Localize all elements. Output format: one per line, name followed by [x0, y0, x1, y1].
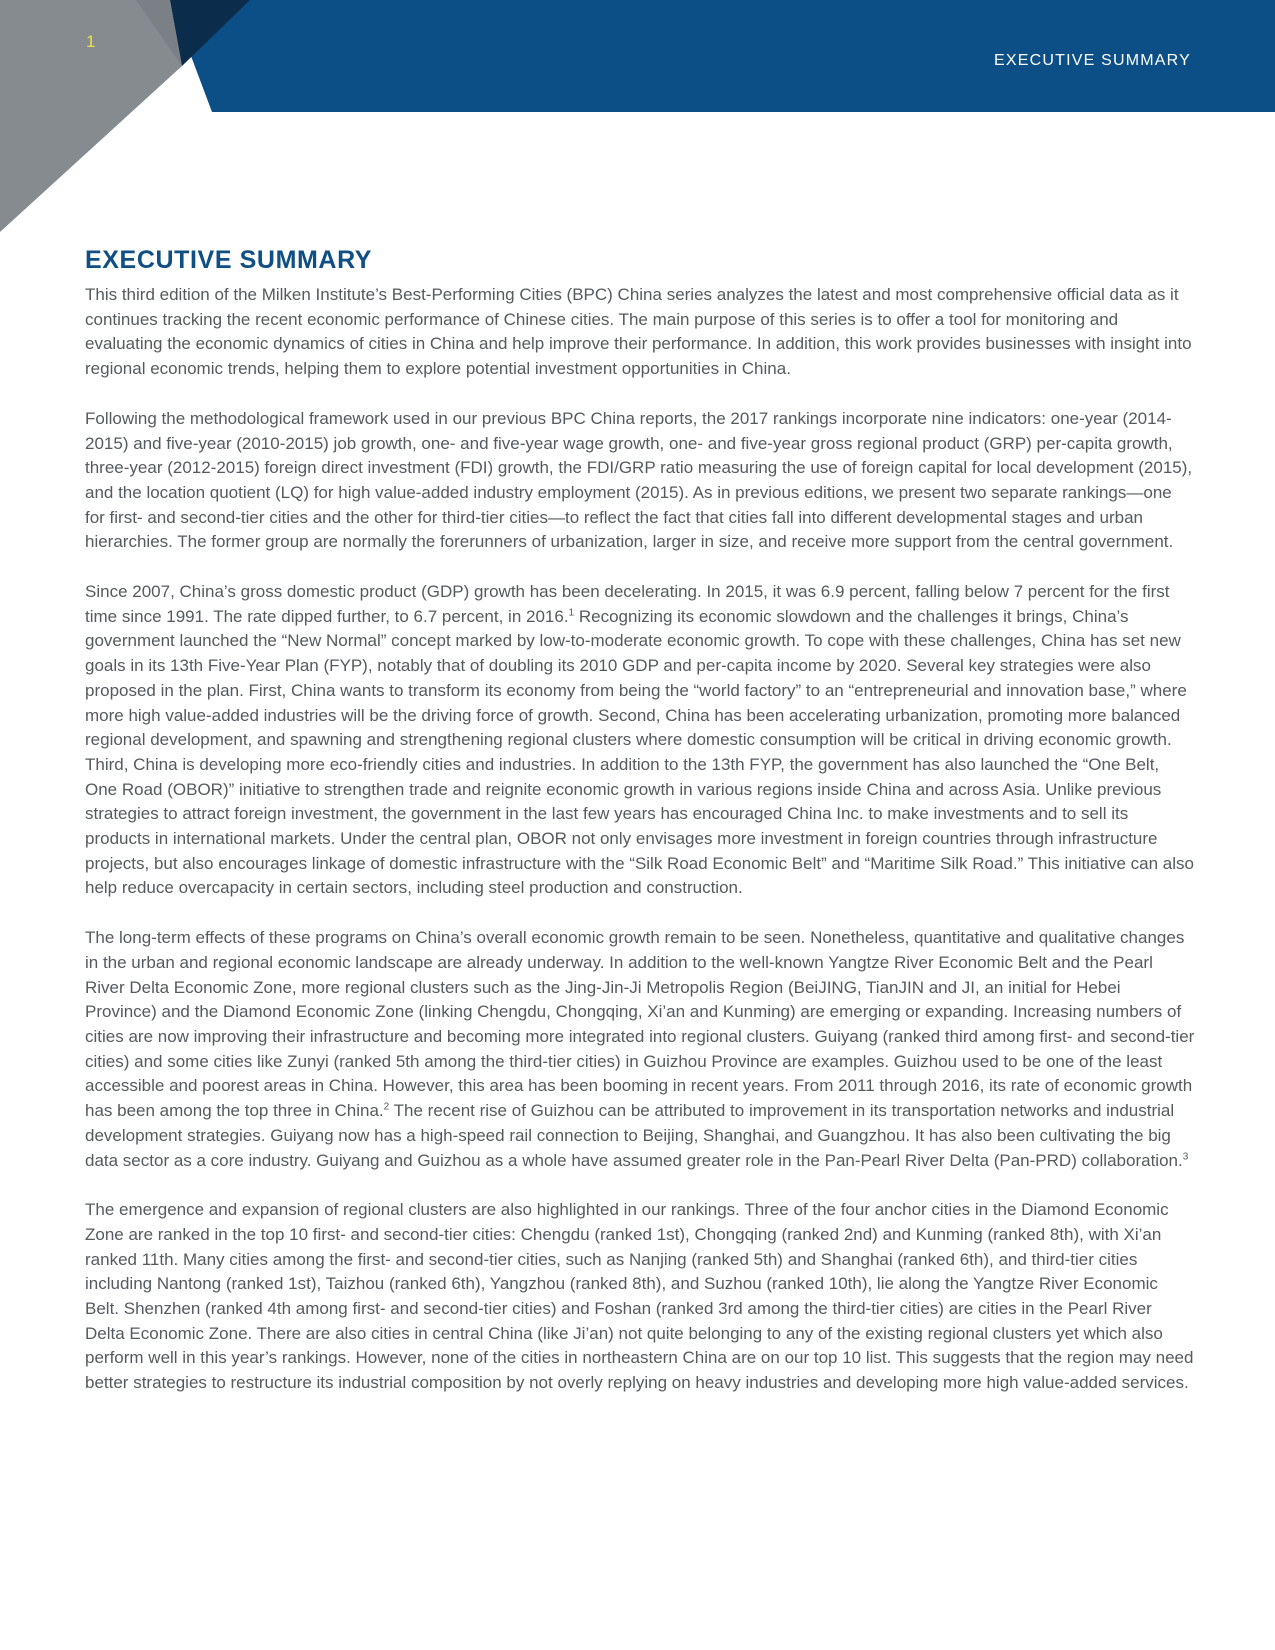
- paragraph-gdp-growth-part2: Recognizing its economic slowdown and the challenges it brings, China’s government launched the “New Normal” concept marked by low-to-moderate economic growth. To cope with these challenges, China has set new goals in its 13th Five-Year Plan (FYP), notably that of doubling its 2010 GDP and per-capita income by 2020. Several key strategies were also proposed in the plan. First, China wants to transform its economy from being the “world factory” to an “entrepreneurial and innovation base,” where more high value-added industries will be the driving force of growth. Second, China has been accelerating urbanization, promoting more balanced regional development, and spawning and strengthening regional clusters where domestic consumption will be critical in driving economic growth. Third, China is developing more eco-friendly cities and industries. In addition to the 13th FYP, the government has also launched the “One Belt, One Road (OBOR)” initiative to strengthen trade and reignite economic growth in various regions inside China and across Asia. Unlike previous strategies to attract foreign investment, the government in the last few years has encouraged China Inc. to make investments and to sell its products in international markets. Under the central plan, OBOR not only envisages more investment in foreign countries through infrastructure projects, but also encourages linkage of domestic infrastructure with the “Silk Road Economic Belt” and “Maritime Silk Road.” This initiative can also help reduce overcapacity in certain sectors, including steel production and construction.: [85, 606, 1194, 898]
- paragraph-regional-effects-part2: The recent rise of Guizhou can be attributed to improvement in its transportation networks and industrial development strategies. Guiyang now has a high-speed rail connection to Beijing, Shanghai, and Guangzhou. It has also been cultivating the big data sector as a core industry. Guiyang and Guizhou as a whole have assumed greater role in the Pan-Pearl River Delta (Pan-PRD) collaboration.: [85, 1101, 1183, 1170]
- main-content: [85, 246, 1195, 1421]
- footnote-ref-3: 3: [1182, 1150, 1189, 1162]
- paragraph-intro: This third edition of the Milken Institute’s Best-Performing Cities (BPC) China series analyzes the latest and most comprehensive official data as it continues tracking the recent economic performance of Chinese cities. The main purpose of this series is to offer a tool for monitoring and evaluating the economic dynamics of cities in China and help improve their performance. In addition, this work provides businesses with insight into regional economic trends, helping them to explore potential investment opportunities in China.: [85, 285, 1192, 379]
- footnote-ref-1: 1: [568, 607, 575, 619]
- paragraph-regional-effects-part1: The long-term effects of these programs on China’s overall economic growth remain to be seen. Nonetheless, quantitative and qualitative changes in the urban and regional economic landscape are already underway. In addition to the well-known Yangtze River Economic Belt and the Pearl River Delta Economic Zone, more regional clusters such as the Jing-Jin-Ji Metropolis Region (BeiJING, TianJIN and JI, an initial for Hebei Province) and the Diamond Economic Zone (linking Chengdu, Chongqing, Xi’an and Kunming) are emerging or expanding. Increasing numbers of cities are now improving their infrastructure and becoming more integrated into regional clusters. Guiyang (ranked third among first- and second-tier cities) and some cities like Zunyi (ranked 5th among the third-tier cities) in Guizhou Province are examples. Guizhou used to be one of the least accessible and poorest areas in China. However, this area has been booming in recent years. From 2011 through 2016, its rate of economic growth has been among the top three in China.: [85, 928, 1195, 1121]
- running-head: EXECUTIVE SUMMARY: [993, 52, 1191, 69]
- header-graphic: [0, 0, 1275, 232]
- section-title: EXECUTIVE SUMMARY: [85, 246, 373, 274]
- paragraph-regional-clusters: The emergence and expansion of regional clusters are also highlighted in our rankings. Three of the four anchor cities in the Diamond Economic Zone are ranked in the top 10 first- and second-tier cities: Chengdu (ranked 1st), Chongqing (ranked 2nd) and Kunming (ranked 8th), with Xi’an ranked 11th. Many cities among the first- and second-tier cities, such as Nanjing (ranked 5th) and Shanghai (ranked 6th), and third-tier cities including Nantong (ranked 1st), Taizhou (ranked 6th), Yangzhou (ranked 8th), and Suzhou (ranked 10th), lie along the Yangtze River Economic Belt. Shenzhen (ranked 4th among first- and second-tier cities) and Foshan (ranked 3rd among the third-tier cities) are cities in the Pearl River Delta Economic Zone. There are also cities in central China (like Ji’an) not quite belonging to any of the existing regional clusters yet which also perform well in this year’s rankings. However, none of the cities in northeastern China are on our top 10 list. This suggests that the region may need better strategies to restructure its industrial composition by not overly replying on heavy industries and developing more high value-added services.: [85, 1200, 1194, 1393]
- paragraph-gdp-growth: [85, 580, 1195, 901]
- footnote-ref-2: 2: [383, 1101, 390, 1113]
- paragraph-methodology: Following the methodological framework used in our previous BPC China reports, the 2017 rankings incorporate nine indicators: one-year (2014-2015) and five-year (2010-2015) job growth, one- and five-year wage growth, one- and five-year gross regional product (GRP) per-capita growth, three-year (2012-2015) foreign direct investment (FDI) growth, the FDI/GRP ratio measuring the use of foreign capital for local development (2015), and the location quotient (LQ) for high value-added industry employment (2015). As in previous editions, we present two separate rankings—one for first- and second-tier cities and the other for third-tier cities—to reflect the fact that cities fall into different developmental stages and urban hierarchies. The former group are normally the forerunners of urbanization, larger in size, and receive more support from the central government.: [85, 408, 1193, 552]
- paragraph-gdp-growth-part1: Since 2007, China’s gross domestic product (GDP) growth has been decelerating. In 2015, it was 6.9 percent, falling below 7 percent for the first time since 1991. The rate dipped further, to 6.7 percent, in 2016.: [85, 582, 1170, 626]
- page-number: 1: [86, 32, 96, 51]
- paragraph-regional-effects: [85, 926, 1195, 1173]
